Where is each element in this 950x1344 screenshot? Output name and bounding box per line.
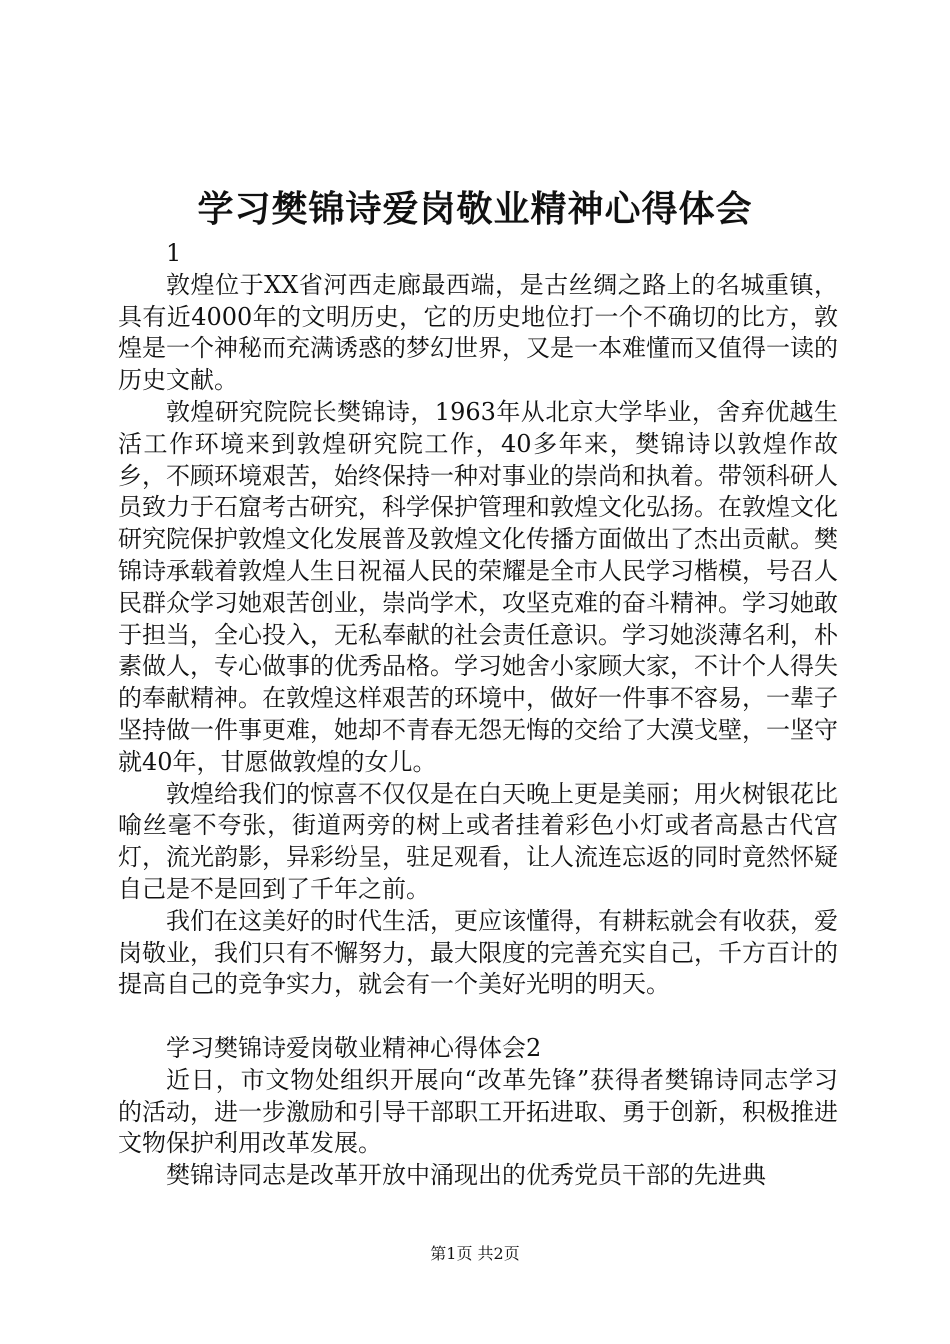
- paragraph-conclusion: 我们在这美好的时代生活，更应该懂得，有耕耘就会有收获，爱岗敬业，我们只有不懈努力，最大限度的完善充实自己，千方百计的提高自己的竞争实力，就会有一个美好光明的明天。: [118, 906, 838, 999]
- blank-line: [118, 1001, 838, 1033]
- section-heading-2: 学习樊锦诗爱岗敬业精神心得体会2: [166, 1033, 542, 1062]
- paragraph-dunhuang-intro: 敦煌位于XX省河西走廊最西端，是古丝绸之路上的名城重镇，具有近4000年的文明历史，它的历史地位打一个不确切的比方，敦煌是一个神秘而充满诱惑的梦幻世界，又是一本难懂而又值得一读的历史文献。: [118, 270, 838, 395]
- paragraph-dunhuang-night: 敦煌给我们的惊喜不仅仅是在白天晚上更是美丽；用火树银花比喻丝毫不夸张，街道两旁的树上或者挂着彩色小灯或者高悬古代宫灯，流光韵影，异彩纷呈，驻足观看，让人流连忘返的同时竟然怀疑自己是不是回到了千年之前。: [118, 779, 838, 903]
- document-title: 学习樊锦诗爱岗敬业精神心得体会: [197, 188, 753, 230]
- document-body: [118, 238, 838, 1192]
- page-footer: 第1页 共2页: [430, 1244, 520, 1263]
- section-number: 1: [166, 239, 182, 267]
- paragraph-fan-jinshi: 敦煌研究院院长樊锦诗，1963年从北京大学毕业，舍弃优越生活工作环境来到敦煌研究院工作，40多年来，樊锦诗以敦煌作故乡，不顾环境艰苦，始终保持一种对事业的崇尚和执着。带领科研人员致力于石窟考古研究，科学保护管理和敦煌文化弘扬。在敦煌文化研究院保护敦煌文化发展普及敦煌文化传播方面做出了杰出贡献。樊锦诗承载着敦煌人生日祝福人民的荣耀是全市人民学习楷模，号召人民群众学习她艰苦创业，崇尚学术，攻坚克难的奋斗精神。学习她敢于担当，全心投入，无私奉献的社会责任意识。学习她淡薄名利，朴素做人，专心做事的优秀品格。学习她舍小家顾大家，不计个人得失的奉献精神。在敦煌这样艰苦的环境中，做好一件事不容易，一辈子坚持做一件事更难，她却不青春无怨无悔的交给了大漠戈壁，一坚守就40年，甘愿做敦煌的女儿。: [118, 397, 838, 776]
- paragraph-exemplar: 樊锦诗同志是改革开放中涌现出的优秀党员干部的先进典: [166, 1161, 766, 1190]
- paragraph-study-activity: 近日，市文物处组织开展向“改革先锋”获得者樊锦诗同志学习的活动，进一步激励和引导干部职工开拓进取、勇于创新，积极推进文物保护利用改革发展。: [118, 1065, 838, 1158]
